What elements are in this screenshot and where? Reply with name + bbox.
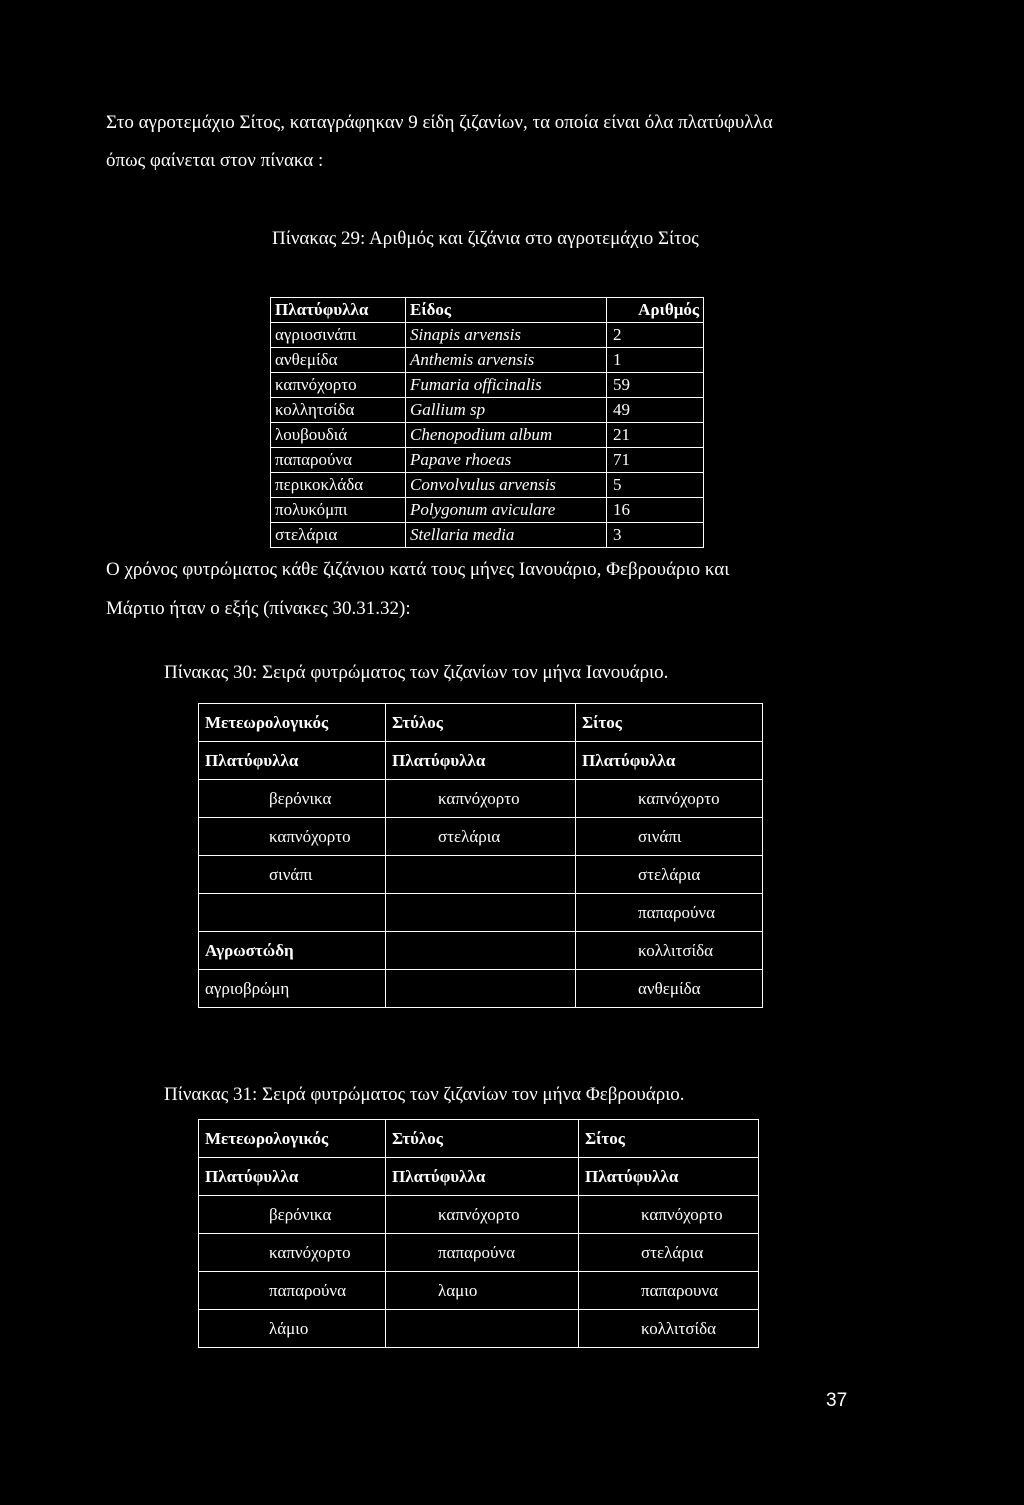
cell-meteorological: βερόνικα — [199, 1196, 386, 1234]
cell-count: 71 — [607, 448, 704, 473]
header-cell: Στύλος — [386, 1120, 579, 1158]
cell-count: 49 — [607, 398, 704, 423]
cell-stylos — [386, 894, 576, 932]
cell-species: Sinapis arvensis — [406, 323, 607, 348]
table-row — [271, 373, 704, 398]
header-cell: Σίτος — [579, 1120, 759, 1158]
cell-stylos — [386, 932, 576, 970]
cell-meteorological: βερόνικα — [199, 780, 386, 818]
table-row — [199, 780, 763, 818]
table-30-caption: Πίνακας 30: Σειρά φυτρώματος των ζιζανίων τον μήνα Ιανουάριο. — [164, 662, 669, 683]
table-31 — [198, 1119, 759, 1348]
cell-greek-name: παπαρούνα — [271, 448, 406, 473]
table-row — [271, 523, 704, 548]
cell-stylos: καπνόχορτο — [386, 780, 576, 818]
header-cell: Σίτος — [576, 704, 763, 742]
table-subheader-row — [199, 742, 763, 780]
cell-species: Papave rhoeas — [406, 448, 607, 473]
subheader-cell: Πλατύφυλλα — [199, 1158, 386, 1196]
middle-line-1: Ο χρόνος φυτρώματος κάθε ζιζάνιου κατά τους μήνες Ιανουάριο, Φεβρουάριο και — [106, 559, 730, 580]
cell-meteorological: παπαρούνα — [199, 1272, 386, 1310]
table-row — [271, 448, 704, 473]
table-row — [271, 423, 704, 448]
cell-count: 16 — [607, 498, 704, 523]
table-row — [199, 1272, 759, 1310]
cell-count: 59 — [607, 373, 704, 398]
cell-count: 5 — [607, 473, 704, 498]
cell-meteorological: αγριοβρώμη — [199, 970, 386, 1008]
table-row — [271, 473, 704, 498]
table-row — [271, 398, 704, 423]
cell-meteorological — [199, 894, 386, 932]
intro-line-2: όπως φαίνεται στον πίνακα : — [106, 150, 324, 171]
cell-meteorological: λάμιο — [199, 1310, 386, 1348]
cell-greek-name: πολυκόμπι — [271, 498, 406, 523]
table-row — [199, 856, 763, 894]
table-29 — [270, 297, 704, 548]
subheader-cell: Πλατύφυλλα — [199, 742, 386, 780]
cell-greek-name: λουβουδιά — [271, 423, 406, 448]
cell-sitos: στελάρια — [576, 856, 763, 894]
subheader-cell: Πλατύφυλλα — [386, 1158, 579, 1196]
cell-count: 21 — [607, 423, 704, 448]
cell-stylos — [386, 970, 576, 1008]
cell-meteorological: σινάπι — [199, 856, 386, 894]
cell-meteorological: καπνόχορτο — [199, 1234, 386, 1272]
cell-greek-name: στελάρια — [271, 523, 406, 548]
cell-greek-name: καπνόχορτο — [271, 373, 406, 398]
subheader-cell: Πλατύφυλλα — [576, 742, 763, 780]
header-cell: Στύλος — [386, 704, 576, 742]
cell-greek-name: ανθεμίδα — [271, 348, 406, 373]
cell-species: Chenopodium album — [406, 423, 607, 448]
cell-stylos: καπνόχορτο — [386, 1196, 579, 1234]
cell-stylos — [386, 856, 576, 894]
table-row — [199, 932, 763, 970]
cell-count: 1 — [607, 348, 704, 373]
cell-sitos: σινάπι — [576, 818, 763, 856]
cell-meteorological-category: Αγρωστώδη — [199, 932, 386, 970]
cell-count: 3 — [607, 523, 704, 548]
cell-sitos: κολλιτσίδα — [579, 1310, 759, 1348]
cell-sitos: καπνόχορτο — [576, 780, 763, 818]
cell-species: Convolvulus arvensis — [406, 473, 607, 498]
cell-sitos: κολλιτσίδα — [576, 932, 763, 970]
table-31-caption: Πίνακας 31: Σειρά φυτρώματος των ζιζανίων τον μήνα Φεβρουάριο. — [164, 1084, 685, 1105]
cell-greek-name: περικοκλάδα — [271, 473, 406, 498]
intro-line-1: Στο αγροτεμάχιο Σίτος, καταγράφηκαν 9 είδη ζιζανίων, τα οποία είναι όλα πλατύφυλλα — [106, 112, 773, 133]
cell-stylos: λαμιο — [386, 1272, 579, 1310]
header-cell: Μετεωρολογικός — [199, 1120, 386, 1158]
table-header-row — [271, 298, 704, 323]
page-number: 37 — [826, 1390, 848, 1411]
subheader-cell: Πλατύφυλλα — [579, 1158, 759, 1196]
cell-species: Anthemis arvensis — [406, 348, 607, 373]
table-row — [199, 1310, 759, 1348]
cell-species: Gallium sp — [406, 398, 607, 423]
header-cell: Αριθμός — [607, 298, 704, 323]
cell-species: Fumaria officinalis — [406, 373, 607, 398]
table-row — [199, 818, 763, 856]
table-row — [199, 894, 763, 932]
header-cell: Μετεωρολογικός — [199, 704, 386, 742]
cell-sitos: στελάρια — [579, 1234, 759, 1272]
cell-meteorological: καπνόχορτο — [199, 818, 386, 856]
cell-greek-name: κολλητσίδα — [271, 398, 406, 423]
table-header-row — [199, 704, 763, 742]
cell-stylos — [386, 1310, 579, 1348]
middle-line-2: Μάρτιο ήταν ο εξής (πίνακες 30.31.32): — [106, 598, 411, 619]
cell-species: Stellaria media — [406, 523, 607, 548]
table-subheader-row — [199, 1158, 759, 1196]
table-row — [199, 1234, 759, 1272]
cell-sitos: παπαρούνα — [576, 894, 763, 932]
table-row — [271, 348, 704, 373]
table-29-caption: Πίνακας 29: Αριθμός και ζιζάνια στο αγροτεμάχιο Σίτος — [272, 228, 699, 249]
cell-count: 2 — [607, 323, 704, 348]
header-cell: Πλατύφυλλα — [271, 298, 406, 323]
cell-sitos: ανθεμίδα — [576, 970, 763, 1008]
table-row — [271, 498, 704, 523]
cell-sitos: παπαρουνα — [579, 1272, 759, 1310]
subheader-cell: Πλατύφυλλα — [386, 742, 576, 780]
cell-sitos: καπνόχορτο — [579, 1196, 759, 1234]
table-30 — [198, 703, 763, 1008]
cell-stylos: παπαρούνα — [386, 1234, 579, 1272]
cell-stylos: στελάρια — [386, 818, 576, 856]
cell-greek-name: αγριοσινάπι — [271, 323, 406, 348]
table-row — [271, 323, 704, 348]
table-row — [199, 970, 763, 1008]
header-cell: Είδος — [406, 298, 607, 323]
cell-species: Polygonum aviculare — [406, 498, 607, 523]
table-row — [199, 1196, 759, 1234]
table-header-row — [199, 1120, 759, 1158]
